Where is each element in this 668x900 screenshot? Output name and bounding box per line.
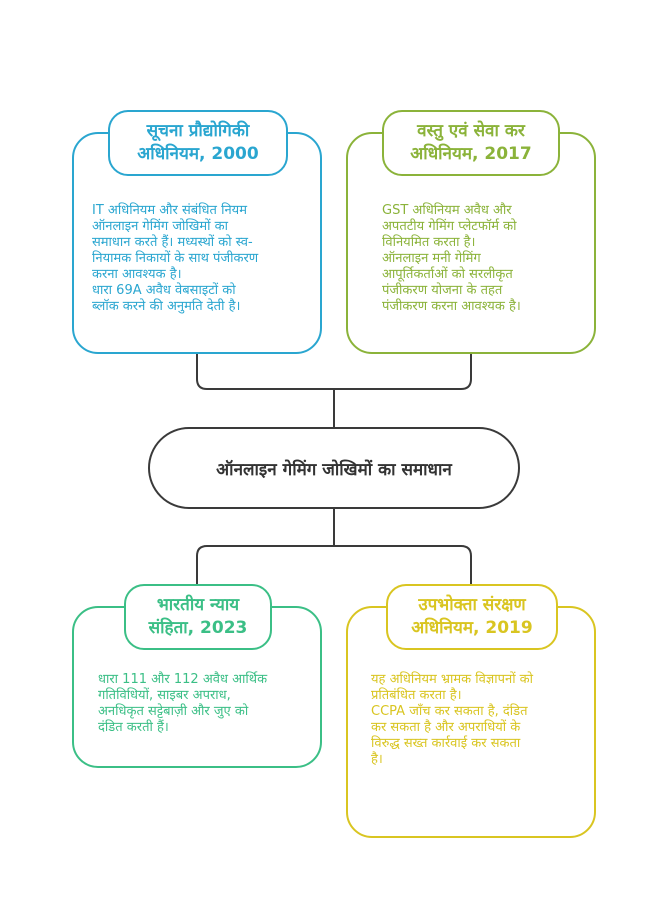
card-gst-act-body: GST अधिनियम अवैध और अपतटीय गेमिंग प्लेटफॉर्म को विनियमित करता है। ऑनलाइन मनी गेमिंग आपूर्तिकर्ताओं को सरलीकृत पंजीकरण योजना के तहत पंजीकरण करना आवश्यक है।: [382, 203, 521, 314]
card-bns-title: भारतीय न्याय संहिता, 2023: [124, 584, 272, 650]
card-gst-act-title: वस्तु एवं सेवा कर अधिनियम, 2017: [382, 110, 560, 176]
card-bns-body: धारा 111 और 112 अवैध आर्थिक गतिविधियों, साइबर अपराध, अनधिकृत सट्टेबाज़ी और जुए को दंडित करती हैं।: [98, 672, 268, 735]
connector-top: [197, 352, 471, 427]
card-it-act-body: IT अधिनियम और संबंधित नियम ऑनलाइन गेमिंग जोखिमों का समाधान करते हैं। मध्यस्थों को स्व- नियामक निकायों के साथ पंजीकरण करना आवश्यक है। धारा 69A अवैध वेबसाइटों को ब्लॉक करने की अनुमति देती है।: [92, 203, 259, 314]
center-topic: ऑनलाइन गेमिंग जोखिमों का समाधान: [148, 427, 520, 509]
connector-bottom: [197, 509, 471, 590]
card-consumer-act-title: उपभोक्ता संरक्षण अधिनियम, 2019: [386, 584, 558, 650]
card-it-act-title: सूचना प्रौद्योगिकी अधिनियम, 2000: [108, 110, 288, 176]
card-consumer-act-body: यह अधिनियम भ्रामक विज्ञापनों को प्रतिबंधित करता है। CCPA जाँच कर सकता है, दंडित कर सकता है और अपराधियों के विरुद्ध सख्त कार्रवाई कर सकता है।: [371, 672, 534, 767]
